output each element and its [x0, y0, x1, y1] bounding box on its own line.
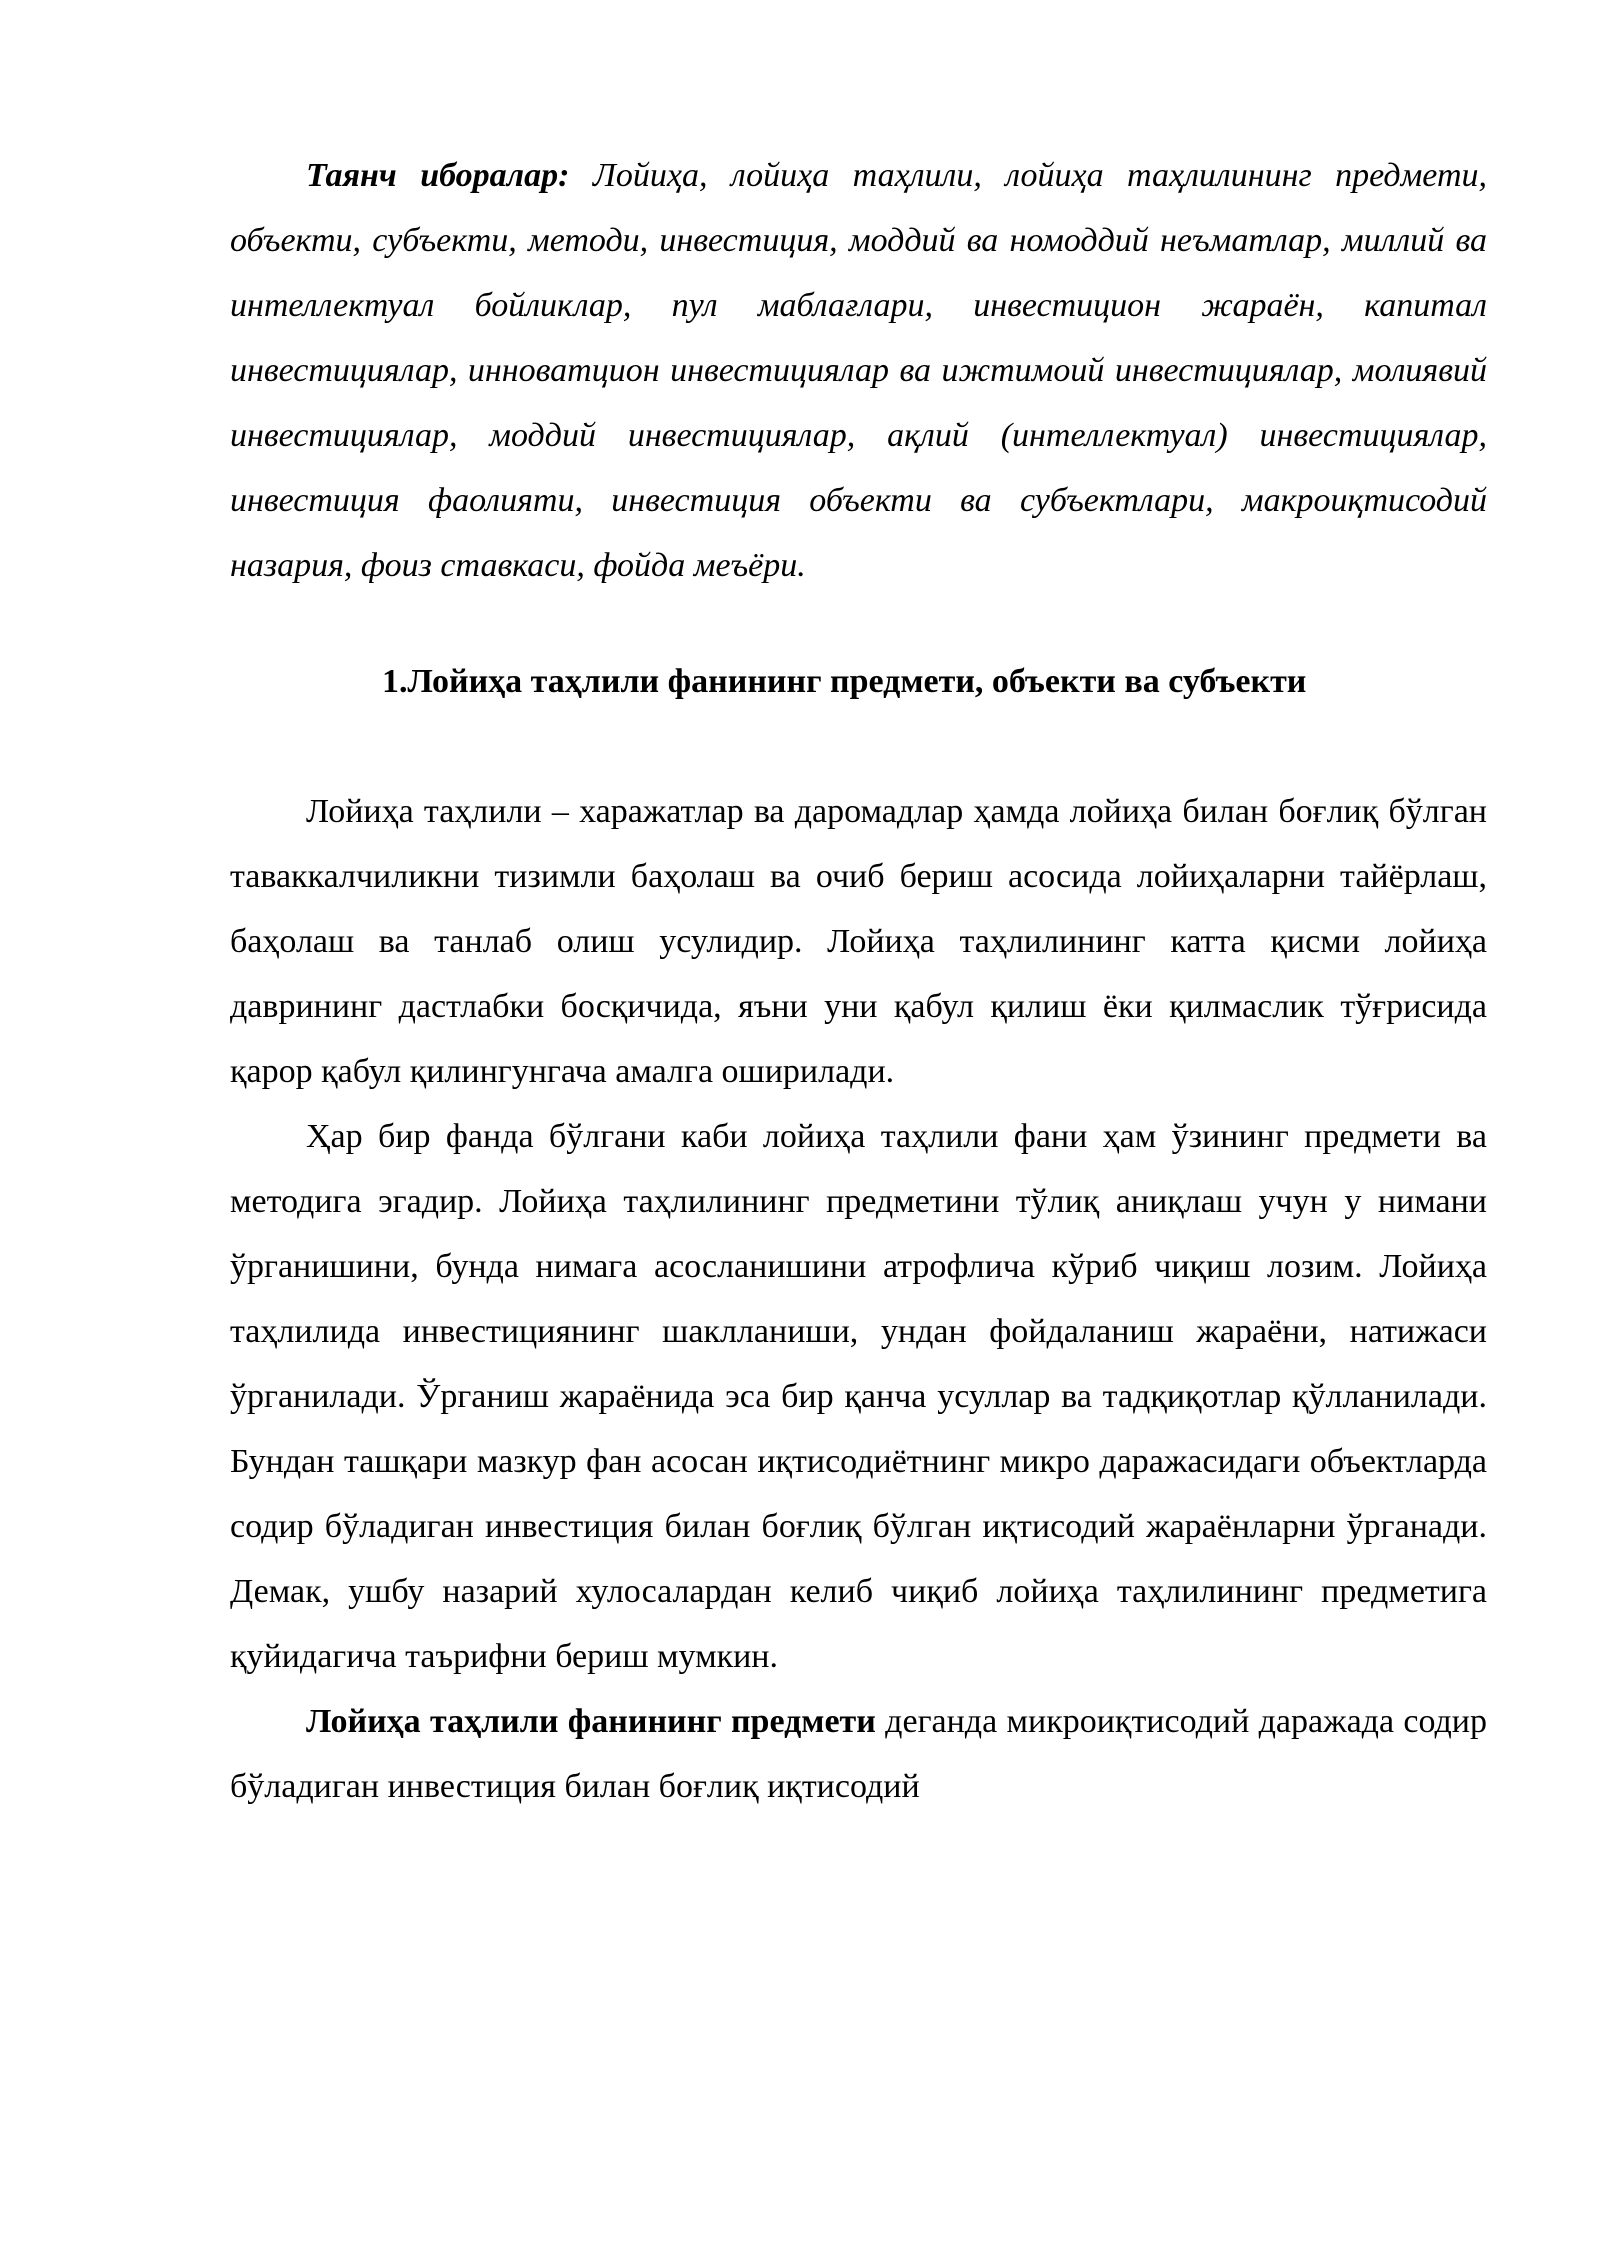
subject-term: Лойиҳа таҳлили фанининг предмети: [306, 1703, 876, 1740]
body-paragraph-1: Лойиҳа таҳлили – харажатлар ва даромадлар ҳамда лойиҳа билан боғлиқ бўлган таваккалчиликни тизимли баҳолаш ва очиб бериш асосида лойиҳаларни тайёрлаш, баҳолаш ва танлаб олиш усулидир. Лойиҳа таҳлилининг катта қисми лойиҳа даврининг дастлабки босқичида, яъни уни қабул қилиш ёки қилмаслик тўғрисида қарор қабул қилингунгача амалга оширилади.: [230, 793, 1487, 1090]
keywords-text: Лойиҳа, лойиҳа таҳлили, лойиҳа таҳлилининг предмети, объекти, субъекти, методи, инвестиция, моддий ва номоддий неъматлар, миллий ва интеллектуал бойликлар, пул маблағлари, инвестицион жараён, капитал инвестициялар, инноватцион инвестициялар ва ижтимоий инвестициялар, молиявий инвестициялар, моддий инвестициялар, ақлий (интеллектуал) инвестициялар, инвестиция фаолияти, инвестиция объекти ва субъектлари, макроиқтисодий назария, фоиз ставкаси, фойда меъёри.: [230, 157, 1488, 584]
body-paragraph-2: Ҳар бир фанда бўлгани каби лойиҳа таҳлили фани ҳам ўзининг предмети ва методига эгадир. Лойиҳа таҳлилининг предметини тўлиқ аниқлаш учун у нимани ўрганишини, бунда нимага асосланишини атрофлича кўриб чиқиш лозим. Лойиҳа таҳлилида инвестициянинг шаклланиши, ундан фойдаланиш жараёни, натижаси ўрганилади. Ўрганиш жараёнида эса бир қанча усуллар ва тадқиқотлар қўлланилади. Бундан ташқари мазкур фан асосан иқтисодиётнинг микро даражасидаги объектларда содир бўладиган инвестиция билан боғлиқ бўлган иқтисодий жараёнларни ўрганади. Демак, ушбу назарий хулосалардан келиб чиқиб лойиҳа таҳлилининг предметига қуйидагича таърифни бериш мумкин.: [230, 1118, 1487, 1675]
keywords-label: Таянч иборалар:: [306, 157, 570, 194]
subject-definition: деганда микроиқтисодий даражада содир бўладиган инвестиция билан боғлиқ иқтисодий: [230, 1703, 1487, 1805]
body-paragraph-3: [230, 1689, 1487, 1819]
keywords-paragraph: [230, 143, 1487, 598]
page-content: [230, 143, 1487, 1819]
section-heading: 1.Лойиҳа таҳлили фанининг предмети, объекти ва субъекти: [382, 663, 1307, 700]
